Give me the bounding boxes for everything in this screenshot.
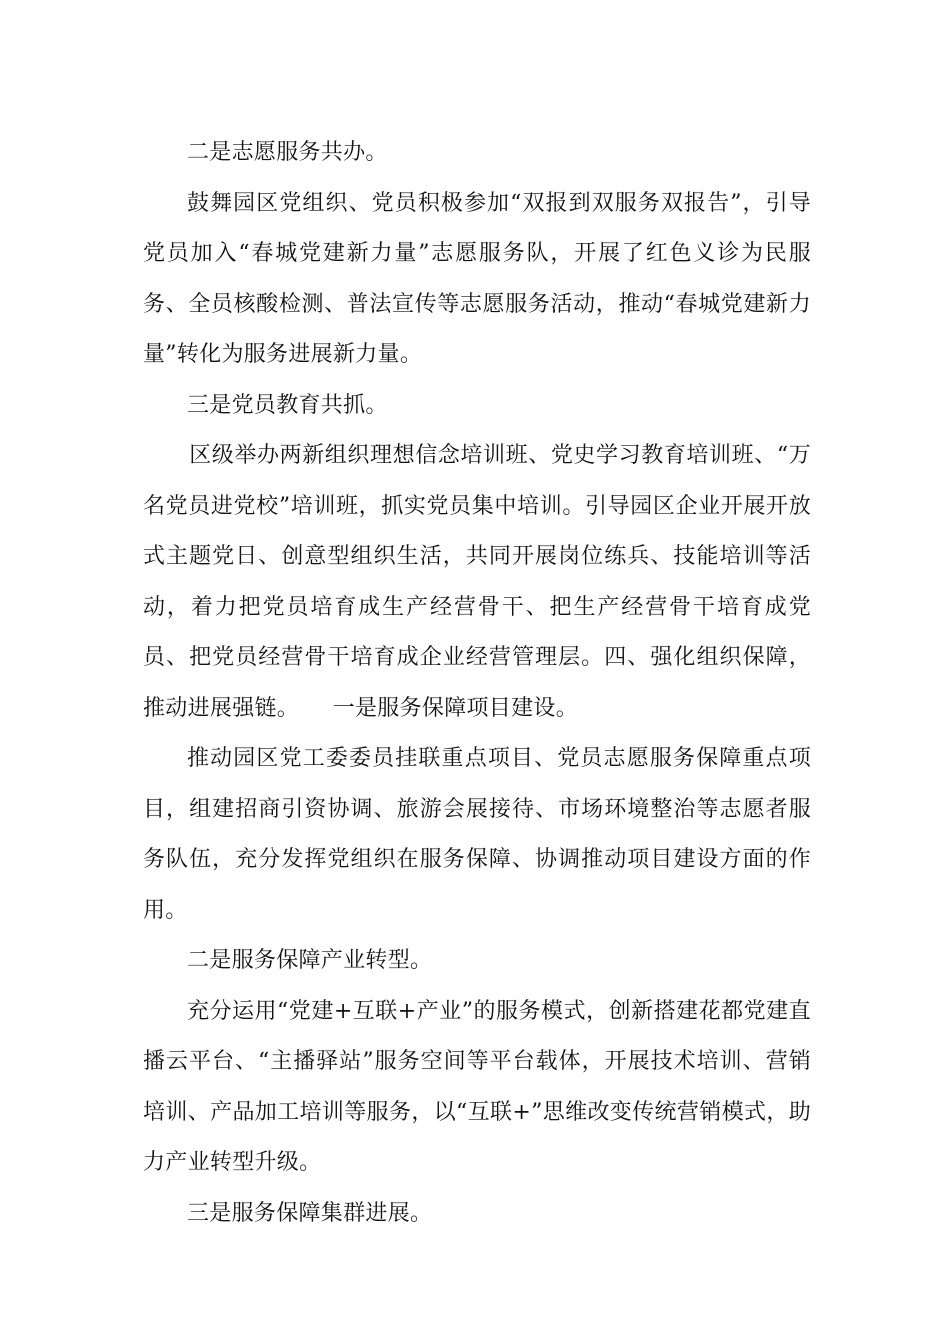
paragraph-education-body: 区级举办两新组织理想信念培训班、党史学习教育培训班、“万名党员进党校”培训班，抓实党员集中培训。引导园区企业开展开放式主题党日、创意型组织生活，共同开展岗位练兵、技能培训等活动，着力把党员培育成生产经营骨干、把生产经营骨干培育成党员、把党员经营骨干培育成企业经营管理层。四、强化组织保障，推动进展强链。 一是服务保障项目建设。 xyxy=(143,443,811,721)
paragraph-industry-body: 充分运用“党建+互联+产业”的服务模式，创新搭建花都党建直播云平台、“主播驿站”服务空间等平台载体，开展技术培训、营销培训、产品加工培训等服务，以“互联+”思维改变传统营销模式，助力产业转型升级。 xyxy=(143,998,811,1175)
paragraph-volunteer-heading: 二是志愿服务共办。 xyxy=(187,140,388,165)
paragraph-cluster-heading: 三是服务保障集群进展。 xyxy=(187,1200,433,1226)
document-page xyxy=(143,128,811,1239)
paragraph-volunteer-body: 鼓舞园区党组织、党员积极参加“双报到双服务双报告”，引导党员加入“春城党建新力量”志愿服务队，开展了红色义诊为民服务、全员核酸检测、普法宣传等志愿服务活动，推动“春城党建新力量”转化为服务进展新力量。 xyxy=(143,190,811,367)
paragraph-industry-heading: 二是服务保障产业转型。 xyxy=(187,948,433,973)
paragraph-project-body: 推动园区党工委委员挂联重点项目、党员志愿服务保障重点项目，组建招商引资协调、旅游会展接待、市场环境整治等志愿者服务队伍，充分发挥党组织在服务保障、协调推动项目建设方面的作用。 xyxy=(143,746,811,923)
paragraph-education-heading: 三是党员教育共抓。 xyxy=(187,392,388,418)
